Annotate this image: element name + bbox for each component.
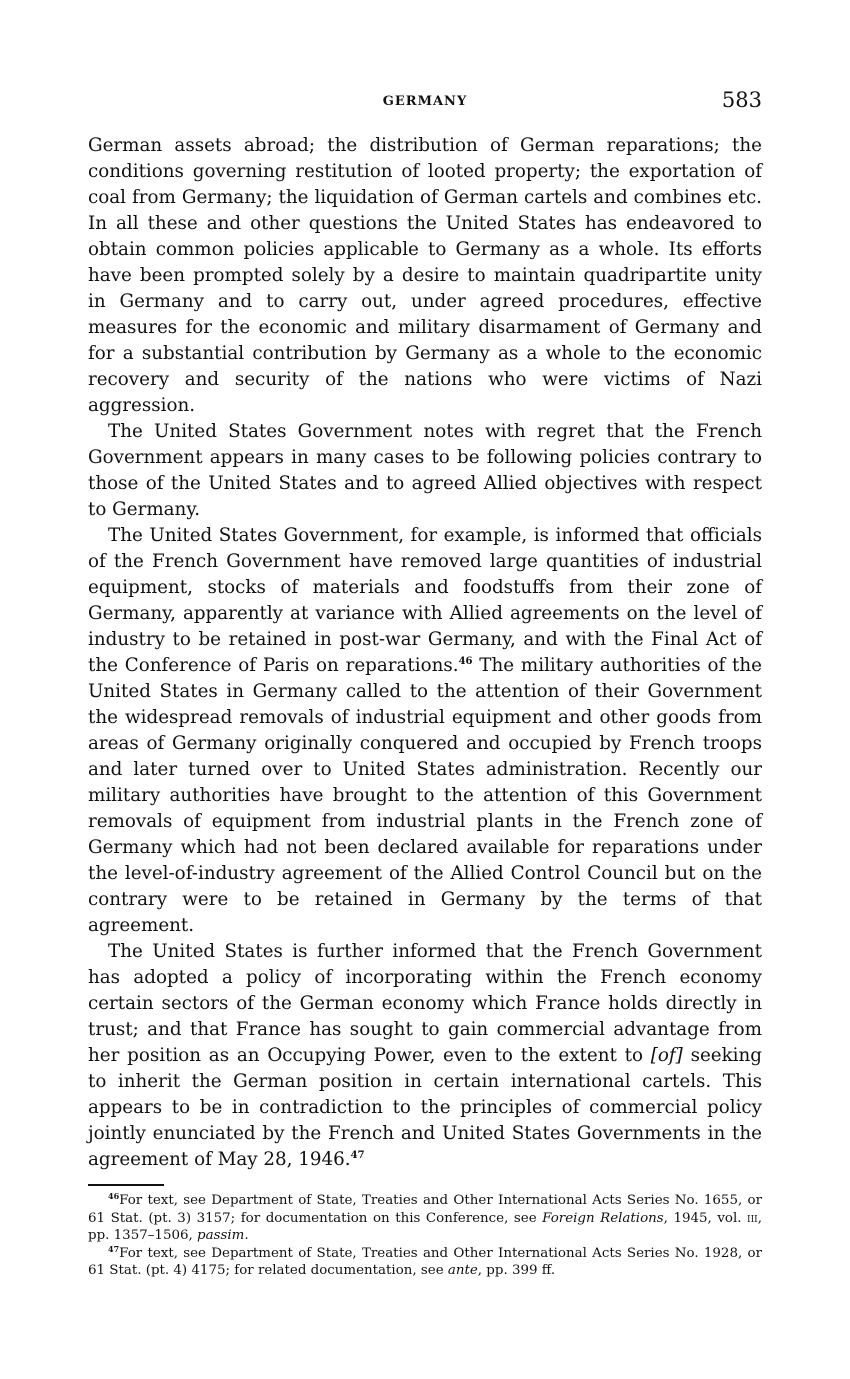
paragraph-2: The United States Government notes with regret that the French Government appears in many cases to be following policies contrary to those of the United States and to agreed Allied objectives with respect to Germany. (88, 421, 762, 520)
footnote-46-passim: passim (197, 1228, 245, 1243)
running-head (88, 88, 762, 118)
footnote-divider (88, 1184, 164, 1186)
footnote-47 (88, 1245, 762, 1280)
footnote-46 (88, 1192, 762, 1245)
footnote-46-text-a: For text, see Department of State, Treaties and Other International Acts Series No. 1655, or 61 Stat. (pt. 3) 3157; for documentation on this Conference, see (88, 1193, 762, 1226)
paragraph-3-text-a: The United States Government, for example, is informed that officials of the French Government have removed large quantities of industrial equipment, stocks of materials and foodstuffs from their zone of Germany, apparently at variance with Allied agreements on the level of industry to be retained in post-war Germany, and with the Final Act of the Conference of Paris on reparations. (88, 525, 762, 676)
paragraph-4-text-a: The United States is further informed that the French Government has adopted a policy of incorporating within the French economy certain sectors of the German economy which France holds directly in trust; and that France has sought to gain commercial advantage from her position as an Occupying Power, even to the extent to (88, 941, 762, 1066)
footnote-46-text-b: , 1945, vol. (663, 1210, 748, 1226)
footnote-ref-46[interactable]: 46 (458, 656, 473, 667)
footnote-47-text-a: For text, see Department of State, Treaties and Other International Acts Series No. 1928, or 61 Stat. (pt. 4) 4175; for related documentation, see (88, 1245, 762, 1278)
paragraph-3-text-b: The military authorities of the United States in Germany called to the attention of their Government the widespread removals of industrial equipment and other goods from areas of Germany originally conquered and occupied by French troops and later turned over to United States administration. Recently our military authorities have brought to the attention of this Government removals of equipment from industrial plants in the French zone of Germany which had not been declared available for reparations under the level-of-industry agreement of the Allied Control Council but on the contrary were to be retained in Germany by the terms of that agreement. (88, 655, 762, 936)
footnote-46-text-c: , pp. 1357–1506, (88, 1210, 762, 1243)
paragraph-4 (88, 939, 762, 1173)
editorial-insertion: [of] (650, 1045, 683, 1066)
footnote-ref-47[interactable]: 47 (350, 1150, 365, 1161)
footnote-46-publication: Foreign Relations (542, 1210, 664, 1226)
page-number: 583 (721, 88, 762, 112)
footnote-47-ante: ante (447, 1263, 478, 1278)
body-text (88, 133, 762, 1173)
running-title: GERMANY (382, 94, 468, 109)
footnote-46-end: . (244, 1228, 249, 1243)
footnote-46-marker: 46 (108, 1191, 120, 1201)
footnotes (88, 1192, 762, 1280)
paragraph-1: German assets abroad; the distribution of German reparations; the conditions governing restitution of looted property; the exportation of coal from Germany; the liquidation of German cartels and combines etc. In all these and other questions the United States has endeavored to obtain common policies applicable to Germany as a whole. Its efforts have been prompted solely by a desire to maintain quadripartite unity in Germany and to carry out, under agreed procedures, effective measures for the economic and military disarmament of Germany and for a substantial contribution by Germany as a whole to the economic recovery and security of the nations who were victims of Nazi aggression. (88, 135, 762, 416)
footnote-47-marker: 47 (108, 1243, 120, 1254)
paragraph-4-text-b: seeking to inherit the German position in certain international cartels. This appears to be in contradiction to the principles of commercial policy jointly enunciated by the French and United States Governments in the agreement of May 28, 1946. (88, 1045, 762, 1170)
paragraph-3 (88, 523, 762, 939)
footnote-46-volume: iii (747, 1210, 758, 1226)
footnote-47-text-b: , pp. 399 ff. (477, 1263, 556, 1278)
